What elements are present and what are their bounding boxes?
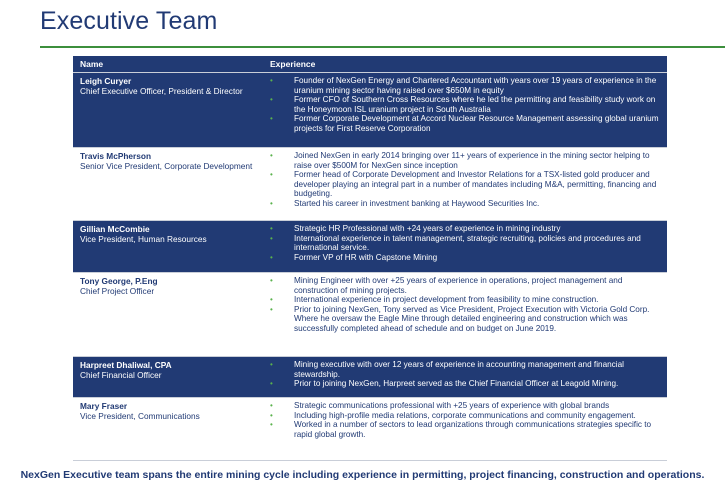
header-experience: Experience [270, 59, 316, 69]
experience-cell [270, 221, 667, 272]
title-divider [40, 46, 725, 48]
experience-item: • Prior to joining NexGen, Tony served as Vice President, Project Execution with Victoria Gold Corp. Where he oversaw the Eagle Mine through detailed engineering and construction which was successfully completed ahead of schedule and on budget on June 2019. [270, 304, 650, 333]
header-name: Name [80, 59, 104, 69]
bullet-icon: • [270, 410, 273, 420]
table-row [73, 73, 667, 148]
experience-item: • Including high-profile media relations, corporate communications and community engagement. [270, 410, 636, 420]
experience-item: • Mining Engineer with over +25 years of experience in operations, project management and construction of mining projects. [270, 276, 623, 295]
person-role: Senior Vice President, Corporate Development [80, 161, 253, 171]
person-role: Vice President, Communications [80, 411, 200, 421]
experience-cell [270, 398, 667, 460]
experience-item: • Former CFO of Southern Cross Resources where he led the permitting and feasibility study work on the Honeymoon ISL uranium project in South Australia [270, 95, 656, 114]
bullet-icon: • [270, 379, 273, 389]
bullet-icon: • [270, 295, 273, 305]
bullet-icon: • [270, 360, 273, 369]
experience-cell [270, 273, 667, 356]
experience-item: • International experience in project development from feasibility to mine construction. [270, 295, 599, 305]
experience-item: • Prior to joining NexGen, Harpreet served as the Chief Financial Officer at Leagold Mining. [270, 379, 619, 389]
table-row [73, 398, 667, 461]
name-cell [73, 398, 270, 460]
bullet-icon: • [270, 76, 273, 85]
experience-item: • Former head of Corporate Development and Investor Relations for a TSX-listed gold producer and developer playing an integral part in a number of mandates including M&A, permitting, financing and budgeting. [270, 170, 657, 199]
bullet-icon: • [270, 276, 273, 285]
experience-item: • Mining executive with over 12 years of experience in accounting management and financial stewardship. [270, 360, 624, 379]
name-cell [73, 73, 270, 147]
person-name: Gillian McCombie [80, 224, 150, 234]
table-row [73, 273, 667, 357]
experience-item: • Former VP of HR with Capstone Mining [270, 252, 438, 262]
table-row [73, 221, 667, 273]
experience-item: • Former Corporate Development at Accord Nuclear Resource Management assessing global uranium projects for First Reserve Corporation [270, 114, 659, 133]
footer-summary: NexGen Executive team spans the entire mining cycle including experience in permitting, project financing, construction and operations. [20, 469, 705, 481]
name-cell [73, 148, 270, 220]
experience-item: • International experience in talent management, strategic recruiting, policies and procedures and international service. [270, 233, 641, 253]
bullet-icon: • [270, 95, 273, 105]
name-cell [73, 273, 270, 356]
experience-item: • Joined NexGen in early 2014 bringing over 11+ years of experience in the mining sector helping to raise over $500M for NexGen since inception [270, 151, 650, 170]
bullet-icon: • [270, 224, 273, 233]
experience-cell [270, 148, 667, 220]
bullet-icon: • [270, 233, 273, 243]
bullet-icon: • [270, 151, 273, 160]
experience-cell [270, 73, 667, 147]
bullet-icon: • [270, 401, 273, 410]
table-row [73, 148, 667, 221]
person-name: Travis McPherson [80, 151, 152, 161]
bullet-icon: • [270, 252, 273, 262]
experience-cell [270, 357, 667, 397]
bullet-icon: • [270, 170, 273, 180]
person-role: Vice President, Human Resources [80, 234, 207, 244]
person-role: Chief Financial Officer [80, 370, 162, 380]
executive-table [73, 56, 667, 461]
bullet-icon: • [270, 114, 273, 124]
name-cell [73, 357, 270, 397]
table-header-row [73, 56, 667, 73]
bullet-icon: • [270, 420, 273, 430]
experience-list [270, 360, 659, 389]
person-role: Chief Project Officer [80, 286, 155, 296]
name-cell [73, 221, 270, 272]
table-row [73, 357, 667, 398]
experience-item: • Worked in a number of sectors to lead organizations through communications strategies specific to rapid global growth. [270, 420, 652, 439]
person-name: Tony George, P.Eng [80, 276, 158, 286]
person-role: Chief Executive Officer, President & Director [80, 86, 243, 96]
person-name: Leigh Curyer [80, 76, 132, 86]
experience-list [270, 151, 659, 209]
experience-list [270, 224, 659, 262]
experience-item: • Founder of NexGen Energy and Chartered Accountant with years over 19 years of experience in the uranium mining sector having raised over $650M in equity [270, 76, 657, 95]
bullet-icon: • [270, 198, 273, 208]
experience-list [270, 76, 659, 134]
experience-list [270, 276, 659, 334]
experience-item: • Started his career in investment banking at Haywood Securities Inc. [270, 198, 540, 208]
person-name: Mary Fraser [80, 401, 128, 411]
page-title: Executive Team [40, 7, 218, 35]
experience-item: • Strategic HR Professional with +24 years of experience in mining industry [270, 224, 561, 233]
bullet-icon: • [270, 304, 273, 314]
experience-list [270, 401, 659, 439]
experience-item: • Strategic communications professional with +25 years of experience with global brands [270, 401, 610, 410]
person-name: Harpreet Dhaliwal, CPA [80, 360, 172, 370]
